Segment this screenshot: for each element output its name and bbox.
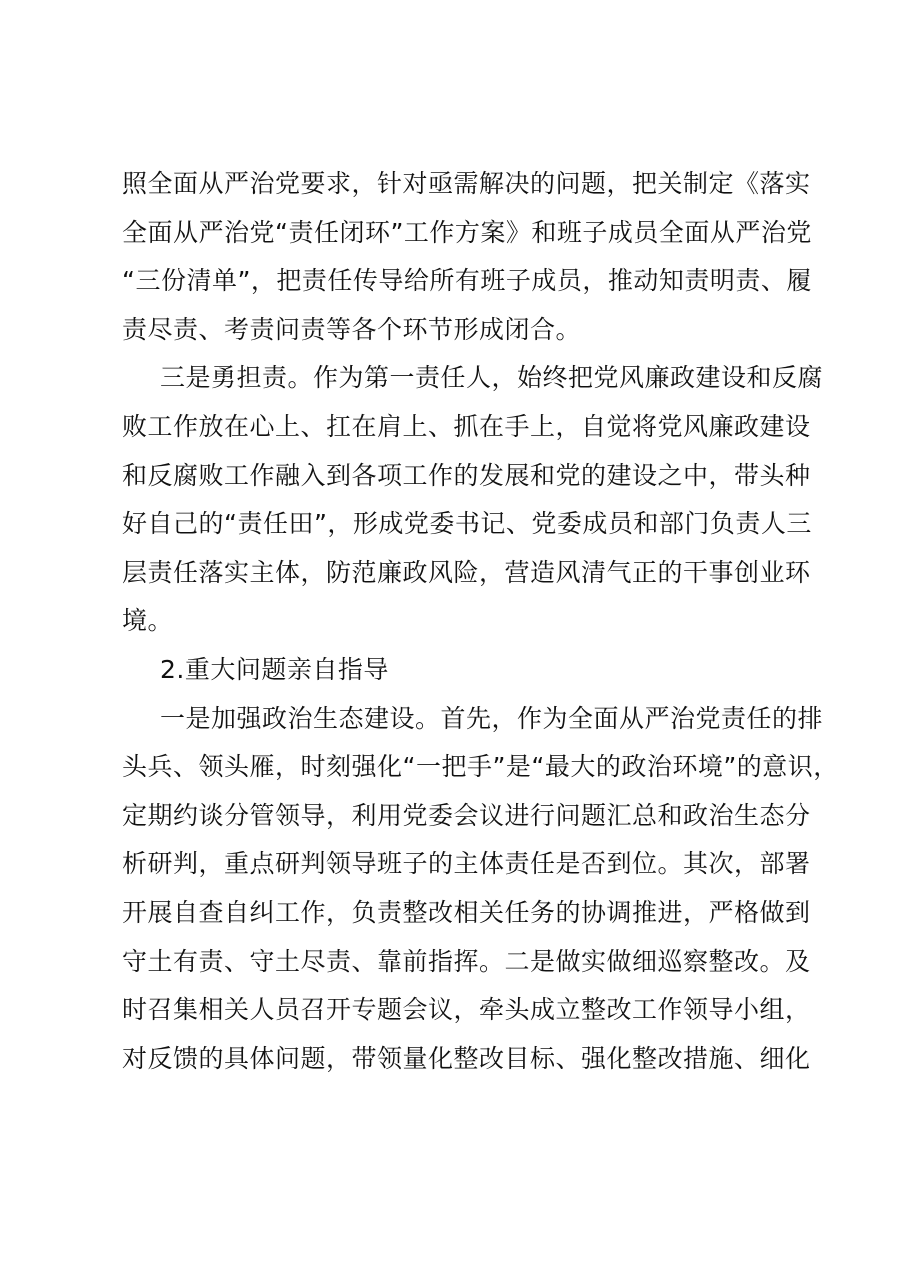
text-line: “三份清单”，把责任传导给所有班子成员，推动知责明责、履	[122, 266, 812, 296]
text-line: 败工作放在心上、扛在肩上、抓在手上，自觉将党风廉政建设	[122, 411, 811, 441]
text-line: 时召集相关人员召开专题会议，牵头成立整改工作领导小组，	[122, 995, 811, 1025]
paragraph-political-ecology	[122, 695, 839, 1084]
text-line: 全面从严治党“责任闭环”工作方案》和班子成员全面从严治党	[122, 217, 812, 247]
text-line: 责尽责、考责问责等各个环节形成闭合。	[122, 314, 582, 344]
text-line: 对反馈的具体问题，带领量化整改目标、强化整改措施、细化	[122, 1043, 811, 1073]
text-line: 和反腐败工作融入到各项工作的发展和党的建设之中，带头种	[122, 460, 811, 490]
text-line: 照全面从严治党要求，针对亟需解决的问题，把关制定《落实	[122, 169, 811, 198]
text-line: 头兵、领头雁，时刻强化“一把手”是“最大的政治环境”的意识，	[122, 752, 839, 782]
section-heading-text: 2.重大问题亲自指导	[160, 654, 389, 684]
paragraph-take-responsibility	[122, 354, 824, 646]
text-line: 好自己的“责任田”，形成党委书记、党委成员和部门负责人三	[122, 509, 812, 539]
text-line: 守土有责、守土尽责、靠前指挥。二是做实做细巡察整改。及	[122, 946, 811, 976]
text-line: 定期约谈分管领导，利用党委会议进行问题汇总和政治生态分	[122, 800, 811, 830]
text-line: 三是勇担责。作为第一责任人，始终把党风廉政建设和反腐	[160, 363, 824, 393]
text-line: 析研判，重点研判领导班子的主体责任是否到位。其次，部署	[122, 849, 811, 879]
text-line: 层责任落实主体，防范廉政风险，营造风清气正的干事创业环	[122, 557, 811, 587]
text-line: 境。	[122, 606, 174, 636]
text-line: 一是加强政治生态建设。首先，作为全面从严治党责任的排	[160, 703, 824, 733]
paragraph-responsibility-loop	[122, 160, 812, 354]
document-body	[122, 160, 839, 1083]
text-line: 开展自查自纠工作，负责整改相关任务的协调推进，严格做到	[122, 897, 811, 927]
section-heading	[122, 646, 802, 695]
